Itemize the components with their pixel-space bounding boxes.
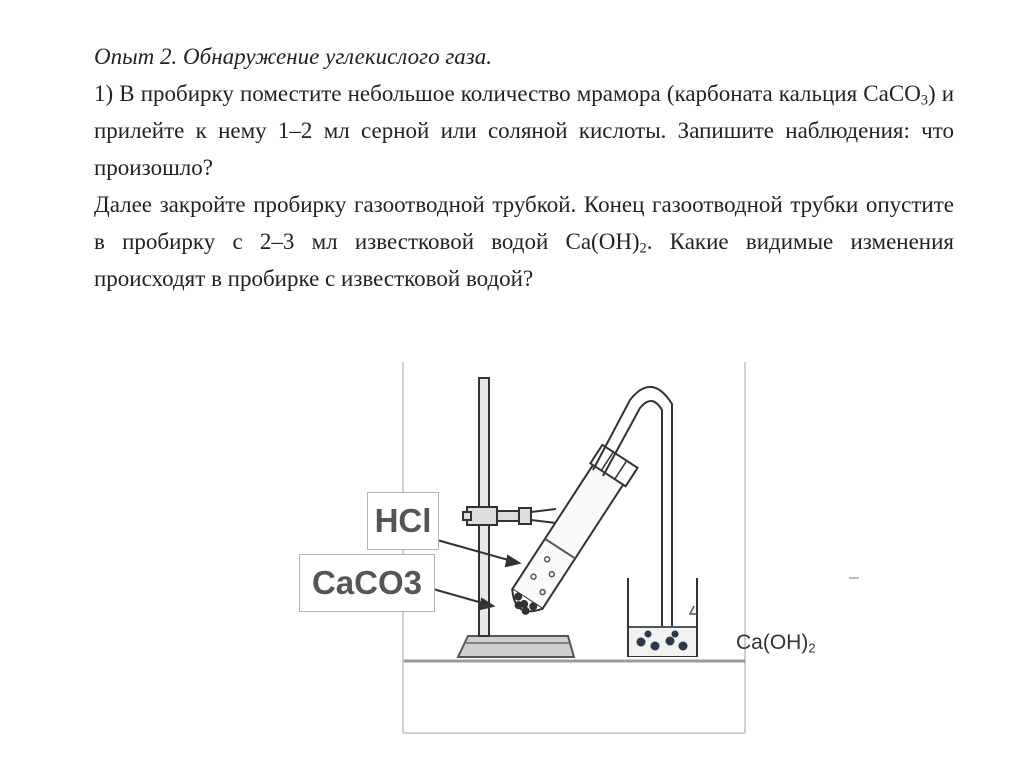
clamp [463,507,556,525]
lime-water-formula: Ca(OH) [736,631,809,654]
step-2-text-b: . Какие видимые изменения происходят в пробирке с известковой водой? [94,229,954,291]
step-1-text-b: ) и прилейте к нему 1–2 мл серной или соляной кислоты. Запишите наблюдения: что произошло? [94,81,955,180]
lime-water-label [736,631,816,655]
reaction-test-tube [502,445,638,623]
step-1-subscript: 3 [920,92,928,109]
step-1-text-a: 1) В пробирку поместите небольшое количество мрамора (карбоната кальция CaCO [94,81,921,106]
stand-base [458,636,574,657]
pointer-arrows [433,540,519,609]
experiment-title: Опыт 2. Обнаружение углекислого газа. [94,44,493,69]
lime-water-subscript: 2 [808,640,816,656]
hcl-label: HCl [367,492,439,550]
step-2-subscript: 2 [639,240,647,257]
step-2-text-a: Далее закройте пробирку газоотводной трубкой. Конец газоотводной трубки опустите в пробирку с 2–3 мл известковой водой Ca(OH) [94,192,954,254]
gas-outlet-tube [593,387,672,648]
caco3-label: CaCO3 [299,554,435,612]
